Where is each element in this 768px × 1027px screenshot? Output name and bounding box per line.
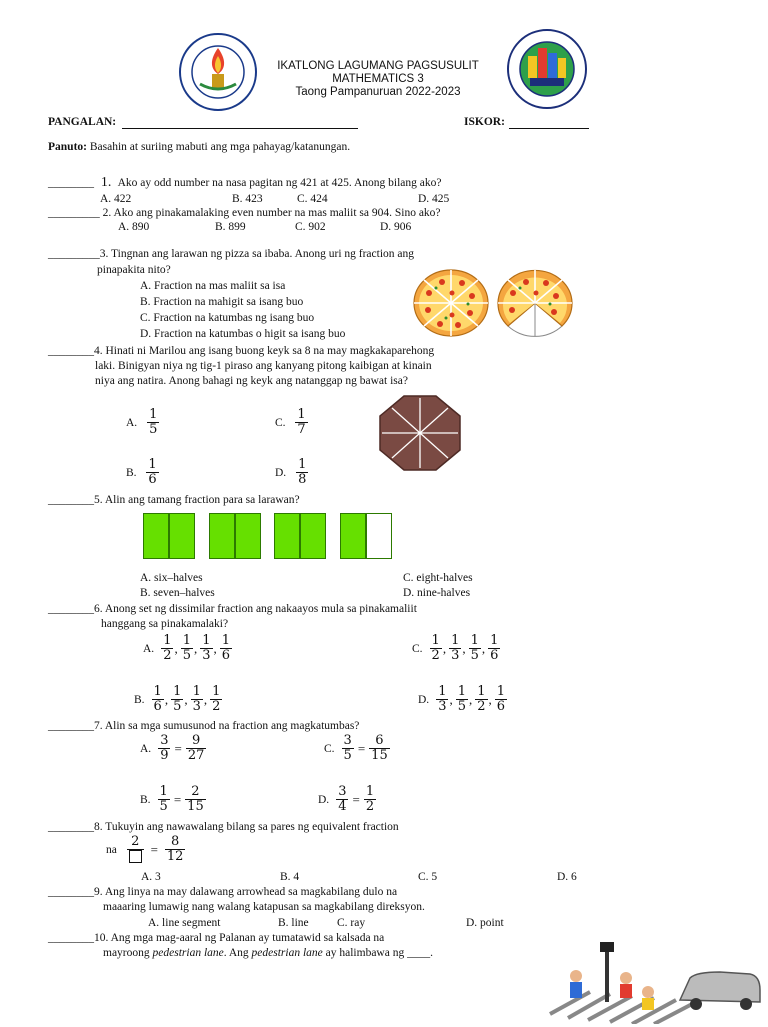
- fraction: [165, 835, 186, 864]
- q4-choice-b[interactable]: [126, 458, 160, 487]
- numerator: 3: [343, 733, 352, 748]
- missing-denominator[interactable]: [127, 849, 144, 864]
- fraction: [369, 734, 390, 763]
- denominator: 2: [365, 799, 375, 814]
- denominator: 15: [371, 748, 388, 763]
- name-field: [48, 116, 116, 128]
- numerator: 1: [212, 684, 221, 699]
- score-field: [464, 116, 505, 128]
- comma-separator: ,: [203, 691, 208, 707]
- denominator: 7: [297, 422, 306, 437]
- deped-seal: [506, 28, 588, 110]
- choice-label: C.: [324, 742, 335, 755]
- comma-separator: ,: [462, 640, 466, 656]
- q2-choice-d[interactable]: D. 906: [380, 221, 412, 233]
- numerator: 1: [470, 633, 479, 648]
- answer-blank[interactable]: ________: [48, 720, 94, 732]
- q3-choice-b[interactable]: B. Fraction na mahigit sa isang buo: [140, 296, 304, 308]
- fraction: [488, 634, 500, 663]
- half-shaded: [300, 513, 326, 559]
- fraction: [127, 835, 144, 864]
- half-shaded: [340, 513, 366, 559]
- half-shaded: [209, 513, 235, 559]
- fraction: [296, 458, 308, 487]
- fraction: [449, 634, 461, 663]
- fraction: [161, 634, 173, 663]
- fraction: [456, 685, 468, 714]
- numerator: 1: [153, 684, 162, 699]
- q3-choice-c[interactable]: C. Fraction na katumbas ng isang buo: [140, 312, 315, 324]
- denominator: 6: [221, 648, 231, 663]
- question-text-cont: hanggang sa pinakamalaki?: [101, 618, 229, 630]
- name-line[interactable]: [122, 128, 358, 129]
- choice-label: A.: [143, 642, 155, 655]
- fraction: [181, 634, 193, 663]
- question-text: _9. Ang linya na may dalawang arrowhead sa magkabilang dulo na: [88, 886, 398, 898]
- na-label: na: [106, 843, 117, 856]
- answer-blank[interactable]: ________: [48, 177, 94, 189]
- choice-label: D.: [418, 693, 430, 706]
- q1-choice-d[interactable]: D. 425: [418, 193, 450, 205]
- denominator: 3: [438, 699, 447, 714]
- comma-separator: ,: [174, 640, 178, 656]
- numerator: 1: [159, 784, 168, 799]
- question-text: 6. Anong set ng dissimilar fraction ang nakaayos mula sa pinakamaliit: [94, 603, 417, 615]
- fraction: [475, 685, 487, 714]
- question-9: [48, 886, 397, 898]
- answer-blank[interactable]: ________: [48, 494, 94, 506]
- denominator: 6: [148, 472, 157, 487]
- fraction: [436, 685, 448, 714]
- comma-separator: ,: [469, 691, 473, 707]
- answer-blank[interactable]: _______: [48, 886, 89, 898]
- q6-choice-d[interactable]: [418, 685, 508, 714]
- equals-sign: =: [174, 740, 182, 756]
- fraction: [495, 685, 507, 714]
- numerator: 1: [163, 633, 172, 648]
- q8-choice-d[interactable]: D. 6: [557, 871, 577, 883]
- numerator: 1: [298, 457, 307, 472]
- question-8: [48, 821, 399, 833]
- equals-sign: =: [150, 841, 158, 857]
- denominator: 4: [338, 799, 347, 814]
- question-7: [48, 720, 359, 732]
- q3-choice-d[interactable]: D. Fraction na katumbas o higit sa isang buo: [140, 328, 346, 340]
- text-part: . Ang: [223, 947, 252, 959]
- exam-title-block: [258, 60, 498, 99]
- numerator: 1: [477, 684, 486, 699]
- equals-sign: =: [173, 791, 182, 807]
- equals-sign: =: [357, 740, 366, 756]
- denominator: 2: [477, 699, 486, 714]
- answer-blank[interactable]: _________: [48, 248, 100, 260]
- q9-choice-c[interactable]: C. ray: [337, 917, 366, 929]
- q8-choice-c[interactable]: C. 5: [418, 871, 438, 883]
- question-text-cont: pinapakita nito?: [97, 264, 171, 276]
- denominator: 15: [187, 799, 204, 814]
- q2-choice-b[interactable]: B. 899: [215, 221, 246, 233]
- question-4: [48, 345, 434, 357]
- text-part: mayroong: [103, 947, 153, 959]
- fraction: [295, 408, 307, 437]
- question-5: [48, 494, 300, 506]
- question-3: [48, 248, 414, 260]
- denominator: 27: [187, 748, 205, 763]
- exam-subject: MATHEMATICS 3: [332, 73, 424, 85]
- text-part: ay halimbawa ng ____.: [322, 947, 433, 959]
- fraction: [158, 734, 170, 763]
- comma-separator: ,: [164, 691, 169, 707]
- equals-sign: =: [352, 791, 360, 807]
- question-6: [48, 603, 417, 615]
- question-text: 3. Tingnan ang larawan ng pizza sa ibaba. Anong uri ng fraction ang: [99, 248, 415, 260]
- answer-blank[interactable]: ________: [48, 932, 94, 944]
- instructions-label: Panuto:: [48, 141, 87, 153]
- numerator: 1: [221, 633, 231, 648]
- fraction: [185, 785, 206, 814]
- cake-image: [378, 394, 462, 475]
- question-text: 8. Tukuyin ang nawawalang bilang sa pares ng equivalent fraction: [94, 821, 399, 833]
- instructions-text: Basahin at suriing mabuti ang mga pahayag/katanungan.: [89, 141, 351, 153]
- numerator: 1: [202, 633, 211, 648]
- denominator: 9: [160, 748, 169, 763]
- numerator: 1: [148, 457, 157, 472]
- choice-label: C.: [412, 642, 423, 655]
- fraction: [364, 785, 376, 814]
- choice-label: C.: [275, 416, 286, 429]
- denominator: 3: [192, 699, 201, 714]
- denominator: 5: [457, 699, 466, 714]
- question-1: [48, 175, 441, 191]
- numerator: 9: [191, 733, 201, 748]
- q2-choice-c[interactable]: C. 902: [295, 221, 326, 233]
- q4-choice-a[interactable]: [126, 408, 160, 437]
- q4-choice-c[interactable]: [275, 408, 309, 437]
- fraction: [430, 634, 442, 663]
- question-2: [48, 207, 441, 219]
- comma-separator: ,: [449, 691, 453, 707]
- numerator: 8: [170, 834, 180, 849]
- q7-choice-d[interactable]: [318, 785, 377, 814]
- exam-school-year: Taong Pampanuruan 2022-2023: [295, 86, 461, 98]
- q4-choice-d[interactable]: [275, 458, 309, 487]
- half-shaded: [169, 513, 195, 559]
- comma-separator: ,: [481, 640, 486, 656]
- denominator: 12: [166, 849, 184, 864]
- q9-choice-b[interactable]: B. line: [278, 917, 309, 929]
- fraction: [342, 734, 354, 763]
- half-shaded: [274, 513, 300, 559]
- numerator: 1: [431, 633, 440, 648]
- denominator: 3: [451, 648, 460, 663]
- denominator: 5: [159, 799, 168, 814]
- denominator: 2: [431, 648, 440, 663]
- comma-separator: ,: [184, 691, 188, 707]
- numerator: 1: [182, 633, 191, 648]
- denominator: 5: [182, 648, 191, 663]
- numerator: 1: [192, 684, 201, 699]
- comma-separator: ,: [194, 640, 198, 656]
- numerator: 3: [338, 784, 347, 799]
- fraction: [147, 408, 159, 437]
- denominator: 6: [490, 648, 499, 663]
- score-line[interactable]: [509, 128, 589, 129]
- q5-choice-c[interactable]: C. eight-halves: [403, 572, 473, 584]
- numerator: 3: [160, 733, 169, 748]
- fraction: [191, 685, 203, 714]
- fraction: [469, 634, 481, 663]
- fraction: [171, 685, 183, 714]
- denominator: 5: [173, 699, 182, 714]
- denominator: 5: [149, 422, 158, 437]
- comma-separator: ,: [442, 640, 447, 656]
- name-label: PANGALAN:: [48, 116, 117, 128]
- choice-label: A.: [126, 416, 138, 429]
- numerator: 1: [490, 633, 499, 648]
- question-text-cont: [103, 947, 433, 959]
- q1-choice-c[interactable]: C. 424: [297, 193, 328, 205]
- choice-label: B.: [134, 693, 145, 706]
- q7-choice-c[interactable]: [324, 734, 391, 763]
- question-text: 10. Ang mga mag-aaral ng Palanan ay tumatawid sa kalsada na: [94, 932, 385, 944]
- q7-choice-a[interactable]: [140, 734, 207, 763]
- q5-choice-a[interactable]: A. six–halves: [140, 572, 203, 584]
- q5-choice-b[interactable]: B. seven–halves: [140, 587, 215, 599]
- denominator: 8: [298, 472, 307, 487]
- fraction: [336, 785, 348, 814]
- fraction: [152, 685, 164, 714]
- q1-choice-a[interactable]: A. 422: [100, 193, 132, 205]
- emphasis: pedestrian lane: [152, 947, 224, 959]
- denominator: 6: [496, 699, 506, 714]
- answer-blank[interactable]: ________: [48, 821, 94, 833]
- fraction: [158, 785, 170, 814]
- score-label: ISKOR:: [464, 116, 505, 128]
- denominator: 5: [343, 748, 352, 763]
- question-text: 2. Ako ang pinakamalaking even number na mas maliit sa 904. Sino ako?: [102, 207, 441, 219]
- emphasis: pedestrian lane: [251, 947, 323, 959]
- instructions: [48, 141, 350, 153]
- q5-choice-d[interactable]: D. nine-halves: [403, 587, 471, 599]
- q2-choice-a[interactable]: A. 890: [118, 221, 150, 233]
- denominator: 3: [202, 648, 211, 663]
- q6-choice-a[interactable]: [143, 634, 233, 663]
- denominator: 2: [163, 648, 172, 663]
- question-text-cont: maaaring lumawig nang walang katapusan sa magkabilang direksyon.: [103, 901, 425, 913]
- question-number: 1.: [100, 175, 112, 190]
- q8-choice-b[interactable]: B. 4: [280, 871, 300, 883]
- numerator: 1: [149, 407, 158, 422]
- choice-label: D.: [275, 466, 287, 479]
- question-text: 5. Alin ang tamang fraction para sa larawan?: [94, 494, 300, 506]
- half-shaded: [235, 513, 261, 559]
- missing-number-box: [129, 850, 142, 863]
- numerator: 1: [496, 684, 506, 699]
- choice-label: A.: [140, 742, 152, 755]
- numerator: 1: [451, 633, 460, 648]
- answer-blank[interactable]: ________: [48, 603, 94, 615]
- comma-separator: ,: [488, 691, 492, 707]
- choice-label: B.: [126, 466, 137, 479]
- q8-choice-a[interactable]: A. 3: [141, 871, 161, 883]
- denominator: 2: [212, 699, 221, 714]
- denominator: 5: [470, 648, 479, 663]
- choice-label: B.: [140, 793, 151, 806]
- fraction: [186, 734, 207, 763]
- question-text: 7. Alin sa mga sumusunod na fraction ang magkatumbas?: [94, 720, 360, 732]
- comma-separator: ,: [213, 640, 217, 656]
- q3-choice-a[interactable]: A. Fraction na mas maliit sa isa: [140, 280, 286, 292]
- question-text: Ako ay odd number na nasa pagitan ng 421 at 425. Anong bilang ako?: [117, 177, 442, 189]
- answer-blank[interactable]: ________: [48, 345, 94, 357]
- q9-choice-d[interactable]: D. point: [466, 917, 504, 929]
- q9-choice-a[interactable]: A. line segment: [148, 917, 221, 929]
- numerator: 1: [438, 684, 447, 699]
- numerator: 6: [375, 733, 384, 748]
- q8-equation: [106, 835, 186, 864]
- pizza-whole-image: [412, 268, 490, 341]
- halves-diagram: [141, 513, 397, 561]
- denominator: 6: [153, 699, 162, 714]
- answer-blank[interactable]: _________: [48, 207, 100, 219]
- numerator: 1: [365, 784, 375, 799]
- half-empty: [366, 513, 392, 559]
- pedestrian-crossing-image: [540, 940, 762, 1027]
- pizza-partial-image: [496, 268, 574, 341]
- numerator: 1: [173, 684, 182, 699]
- question-text-cont: niya ang natira. Anong bahagi ng keyk ang natanggap ng bawat isa?: [95, 375, 408, 387]
- school-seal: [178, 32, 258, 112]
- q1-choice-b[interactable]: B. 423: [232, 193, 263, 205]
- numerator: 2: [131, 834, 140, 849]
- fraction: [210, 685, 222, 714]
- q7-choice-b[interactable]: [140, 785, 207, 814]
- fraction: [200, 634, 212, 663]
- q6-choice-b[interactable]: [134, 685, 223, 714]
- half-shaded: [143, 513, 169, 559]
- fraction: [146, 458, 158, 487]
- exam-title: IKATLONG LAGUMANG PAGSUSULIT: [277, 60, 479, 72]
- question-text-cont: laki. Binigyan niya ng tig-1 piraso ang kanyang pitong kaibigan at kinain: [95, 360, 432, 372]
- question-10: [48, 932, 384, 944]
- numerator: 2: [191, 784, 200, 799]
- numerator: 1: [457, 684, 466, 699]
- fraction: [220, 634, 232, 663]
- q6-choice-c[interactable]: [412, 634, 501, 663]
- numerator: 1: [297, 407, 306, 422]
- question-text: 4. Hinati ni Marilou ang isang buong keyk sa 8 na may magkakaparehong: [94, 345, 435, 357]
- choice-label: D.: [318, 793, 330, 806]
